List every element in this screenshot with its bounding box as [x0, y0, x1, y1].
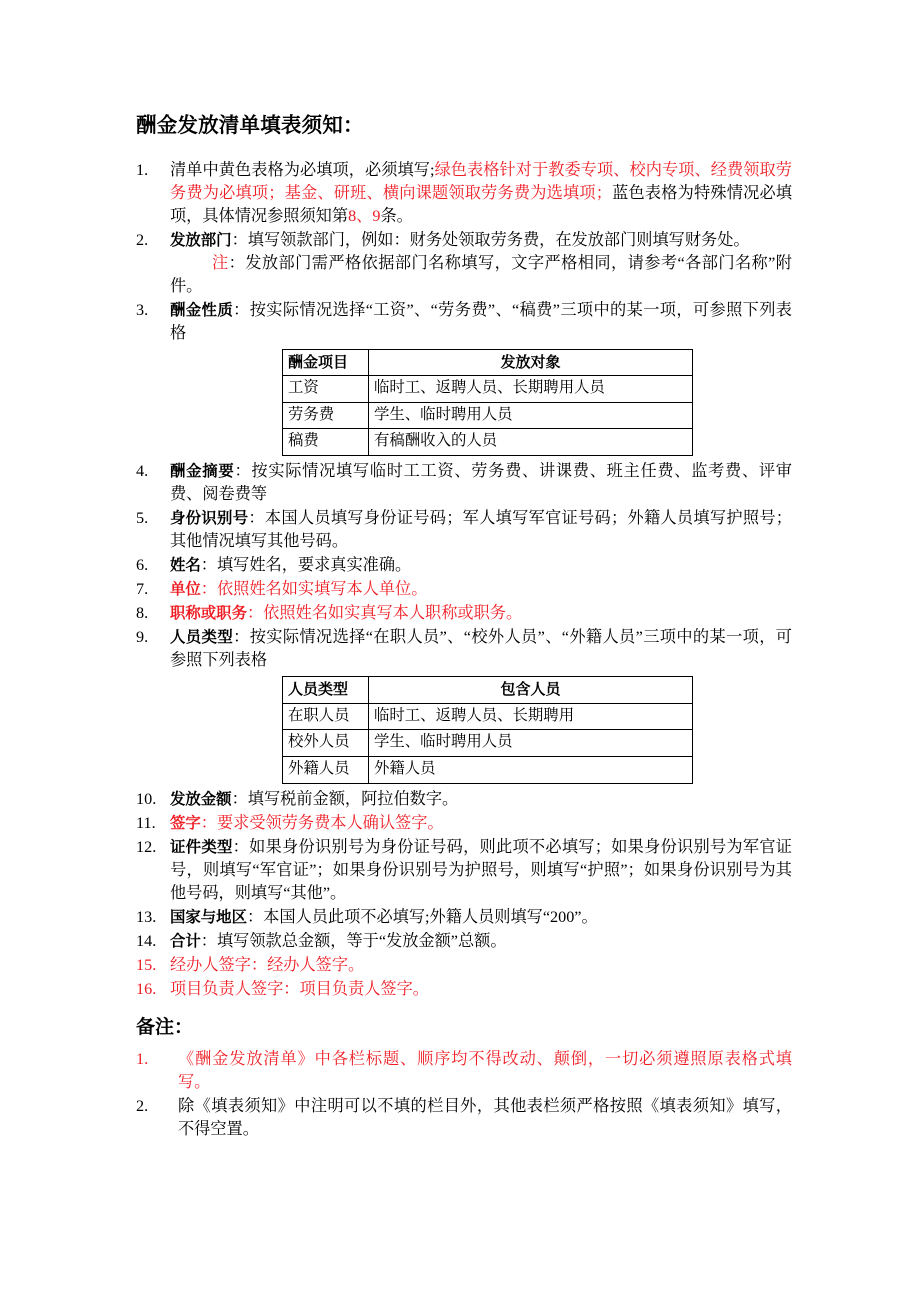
instruction-item [136, 930, 792, 953]
item-number: 8. [136, 604, 149, 623]
item-text: ：填写姓名，要求真实准确。 [200, 556, 412, 575]
item-number: 9. [136, 628, 149, 647]
item-text: ：本国人员填写身份证号码；军人填写军官证号码；外籍人员填写护照号；其他情况填写其他号码。 [170, 509, 792, 551]
item-text: 项目负责人签字：项目负责人签字。 [170, 979, 429, 998]
table-row [283, 757, 693, 784]
instruction-item [136, 299, 792, 457]
item-label: 发放部门 [170, 230, 232, 249]
instruction-item [136, 812, 792, 835]
table-cell: 有稿酬收入的人员 [369, 429, 693, 456]
item-label: 签字 [170, 813, 201, 832]
instruction-item [136, 906, 792, 929]
table-header-row [283, 677, 693, 703]
table-cell: 工资 [283, 375, 369, 402]
reference-table [282, 676, 693, 784]
table-cell: 临时工、返聘人员、长期聘用人员 [369, 375, 693, 402]
instruction-item [136, 602, 792, 625]
remark-number: 2. [136, 1096, 149, 1115]
table-header-row [283, 349, 693, 375]
instruction-item [136, 578, 792, 601]
remarks-list [136, 1048, 792, 1141]
item-text: ：按实际情况选择“在职人员”、“校外人员”、“外籍人员”三项中的某一项，可参照下列表格 [170, 628, 792, 670]
remark-text: 《酬金发放清单》中各栏标题、顺序均不得改动、颠倒，一切必须遵照原表格式填写。 [178, 1049, 792, 1091]
item-label: 证件类型 [170, 837, 233, 856]
page-title: 酬金发放清单填表须知： [136, 113, 364, 137]
table-cell: 学生、临时聘用人员 [369, 730, 693, 757]
item-number: 14. [136, 931, 157, 950]
item-label: 国家与地区 [170, 907, 247, 926]
item-number: 2. [136, 230, 149, 249]
table-cell: 外籍人员 [369, 757, 693, 784]
item-text: ：填写领款部门，例如：财务处领取劳务费，在发放部门则填写财务处。 [231, 230, 750, 249]
instruction-item [136, 978, 792, 1001]
item-label: 身份识别号 [170, 509, 249, 528]
instructions-list [136, 159, 792, 1001]
table-cell: 学生、临时聘用人员 [369, 402, 693, 429]
item-text: ：填写领款总金额，等于“发放金额”总额。 [200, 931, 507, 950]
table-column-header: 发放对象 [369, 349, 693, 375]
item-note [136, 252, 792, 298]
item-label: 单位 [170, 580, 201, 599]
instruction-item [136, 626, 792, 784]
item-number: 6. [136, 556, 149, 575]
table-row [283, 703, 693, 730]
item-number: 11. [136, 813, 156, 832]
item-number: 10. [136, 789, 157, 808]
remark-heading: 备注： [136, 1015, 194, 1038]
table-cell: 临时工、返聘人员、长期聘用 [369, 703, 693, 730]
item-number: 5. [136, 509, 149, 528]
table-row [283, 402, 693, 429]
table-column-header: 包含人员 [369, 677, 693, 703]
instruction-item [136, 836, 792, 905]
item-number: 1. [136, 160, 149, 179]
instruction-item [136, 460, 792, 506]
table-cell: 外籍人员 [283, 757, 369, 784]
item-label: 酬金性质 [170, 300, 234, 319]
table-cell: 校外人员 [283, 730, 369, 757]
table-cell: 在职人员 [283, 703, 369, 730]
item-text: ：按实际情况填写临时工工资、劳务费、讲课费、班主任费、监考费、评审费、阅卷费等 [170, 462, 792, 504]
table-row [283, 429, 693, 456]
table-cell: 稿费 [283, 429, 369, 456]
instruction-item [136, 159, 792, 228]
instruction-item [136, 788, 792, 811]
item-number: 15. [136, 955, 157, 974]
item-text: 蓝色表格为特殊情况必填项，具体情况参照须知第 [170, 183, 793, 225]
item-number: 4. [136, 462, 149, 481]
table-cell: 劳务费 [283, 402, 369, 429]
item-text: 清单中黄色表格为必填项，必须填写; [170, 160, 435, 179]
note-marker: 注 [212, 253, 229, 272]
item-text: 经办人签字：经办人签字。 [170, 955, 365, 974]
remark-item [136, 1048, 792, 1094]
item-text: ：依照姓名如实真写本人职称或职务。 [246, 604, 523, 623]
table-row [283, 375, 693, 402]
note-text: ：发放部门需严格依据部门名称填写，文字严格相同，请参考“各部门名称”附件。 [170, 253, 792, 295]
item-text: 条。 [380, 206, 413, 225]
remark-item [136, 1095, 792, 1141]
table-column-header: 人员类型 [283, 677, 369, 703]
item-number: 16. [136, 979, 157, 998]
instruction-item [136, 507, 792, 553]
instruction-item [136, 554, 792, 577]
item-text: ：依照姓名如实填写本人单位。 [200, 580, 428, 599]
item-text: ：填写税前金额，阿拉伯数字。 [231, 789, 459, 808]
item-label: 酬金摘要 [170, 462, 235, 481]
item-label: 姓名 [170, 556, 201, 575]
item-text: ：要求受领劳务费本人确认签字。 [200, 813, 444, 832]
reference-table [282, 349, 693, 457]
item-text: ：按实际情况选择“工资”、“劳务费”、“稿费”三项中的某一项，可参照下列表格 [170, 300, 792, 342]
item-text: ：本国人员此项不必填写;外籍人员则填写“200”。 [246, 907, 598, 926]
item-number: 3. [136, 300, 149, 319]
item-number: 13. [136, 907, 157, 926]
item-label: 人员类型 [170, 628, 234, 647]
item-label: 合计 [170, 931, 201, 950]
item-number: 7. [136, 580, 149, 599]
instruction-item [136, 954, 792, 977]
remark-number: 1. [136, 1049, 149, 1068]
item-label: 发放金额 [170, 789, 232, 808]
table-column-header: 酬金项目 [283, 349, 369, 375]
instruction-item [136, 229, 792, 298]
table-row [283, 730, 693, 757]
item-text: 绿色表格针对于教委专项、校内专项、经费领取劳务费为必填项；基金、研班、横向课题领取劳务费为选填项； [170, 160, 792, 202]
remark-text: 除《填表须知》中注明可以不填的栏目外，其他表栏须严格按照《填表须知》填写，不得空置。 [178, 1096, 792, 1138]
item-text: 8、9 [348, 206, 381, 225]
item-text: ：如果身份识别号为身份证号码，则此项不必填写；如果身份识别号为军官证号，则填写“军官证”；如果身份识别号为护照号，则填写“护照”；如果身份识别号为其他号码，则填写“其他”。 [170, 837, 792, 902]
item-number: 12. [136, 837, 157, 856]
item-label: 职称或职务 [170, 604, 247, 623]
